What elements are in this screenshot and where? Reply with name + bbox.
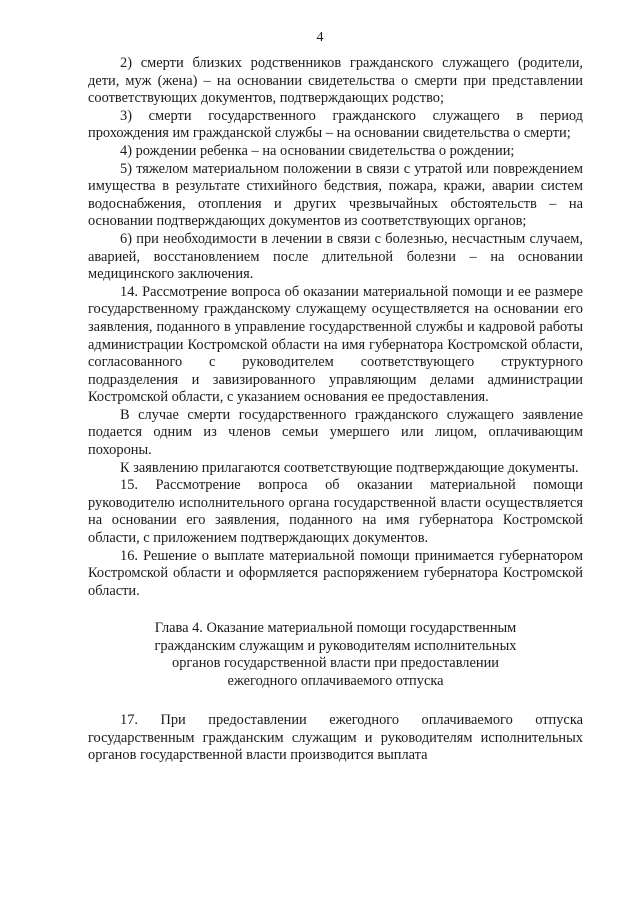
paragraph-item-6: 6) при необходимости в лечении в связи с болезнью, несчастным случаем, аварией, восстановлением после длительной болезни – на основании медицинского заключения.: [88, 230, 583, 283]
paragraph-clause-14: 14. Рассмотрение вопроса об оказании материальной помощи и ее размере государственному гражданскому служащему осуществляется на основании его заявления, поданного в управление государственной службы и кадровой работы администрации Костромской области на имя губернатора Костромской области, согласованного с руководителем соответствующего структурного подразделения и завизированного управляющим делами администрации Костромской области, с указанием основания ее предоставления.: [88, 283, 583, 406]
paragraph-item-4: 4) рождении ребенка – на основании свидетельства о рождении;: [120, 142, 515, 159]
paragraph-clause-17: 17. При предоставлении ежегодного оплачиваемого отпуска государственным гражданским служащим и руководителям исполнительных органов государственной власти производится выплата: [88, 712, 583, 764]
paragraph-item-2: 2) смерти близких родственников гражданского служащего (родители, дети, муж (жена) – на основании свидетельства о смерти при представлении соответствующих документов, подтверждающих родство;: [88, 55, 583, 107]
paragraph-clause-15: 15. Рассмотрение вопроса об оказании материальной помощи руководителю исполнительного органа государственной власти осуществляется на основании его заявления, поданного на имя губернатора Костромской области, с приложением подтверждающих документов.: [88, 477, 583, 547]
document-body: [88, 55, 583, 765]
paragraph-item-3: 3) смерти государственного гражданского служащего в период прохождения им гражданской службы – на основании свидетельства о смерти;: [88, 107, 583, 142]
chapter-heading: Глава 4. Оказание материальной помощи государственным гражданским служащим и руководителям исполнительных органов государственной власти при предоставлении ежегодного оплачиваемого отпуска: [154, 620, 517, 689]
paragraph-item-5: 5) тяжелом материальном положении в связи с утратой или повреждением имущества в результате стихийного бедствия, пожара, кражи, аварии систем водоснабжения, отопления и других чрезвычайных обстоятельств – на основании подтверждающих документов из соответствующих органов;: [88, 160, 583, 230]
paragraph-clause-16: 16. Решение о выплате материальной помощи принимается губернатором Костромской области и оформляется распоряжением губернатора Костромской области.: [88, 547, 583, 599]
page-number: 4: [316, 30, 324, 45]
paragraph-attachments: К заявлению прилагаются соответствующие подтверждающие документы.: [120, 459, 579, 476]
paragraph-death-case: В случае смерти государственного гражданского служащего заявление подается одним из членов семьи умершего или лицом, оплачивающим похороны.: [88, 406, 583, 459]
